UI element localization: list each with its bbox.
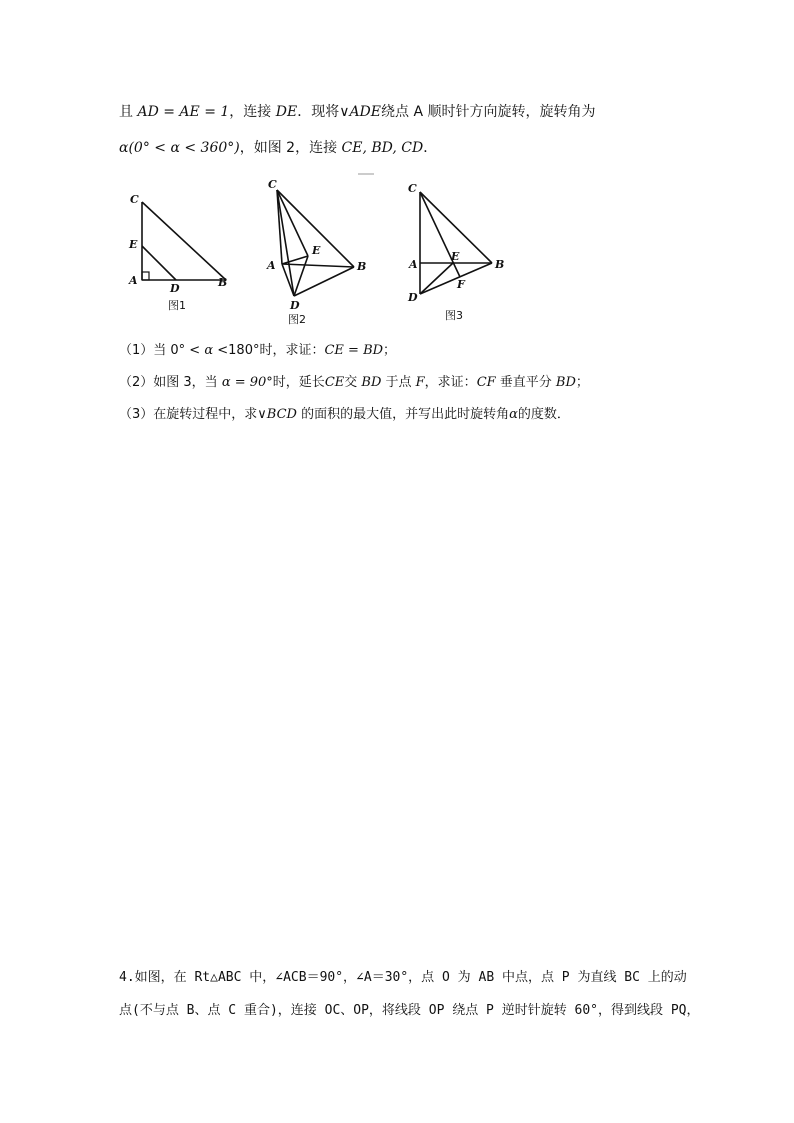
intro-math: α(0° < α < 360°) [119, 140, 240, 156]
question-math: ∨BCD [257, 407, 297, 422]
intro-text: 且 [119, 104, 138, 120]
question-text: 的面积的最大值，并写出此时旋转角 [296, 407, 510, 422]
figure-2 [262, 172, 382, 328]
question-text: （3）在旋转过程中，求 [119, 407, 258, 422]
question-text: 垂直平分 [495, 375, 556, 390]
figure-3-caption: 图3 [445, 309, 463, 322]
intro-math: CE, BD, CD [341, 140, 424, 156]
question-1 [119, 341, 396, 361]
intro-line-2 [119, 138, 437, 158]
figure-1-label-e: E [129, 238, 138, 251]
question-text: ； [575, 375, 589, 390]
figure-3-label-c: C [408, 182, 417, 195]
question-math: CE = BD [324, 343, 384, 358]
figure-3-label-b: B [495, 258, 505, 271]
intro-text: ．现将 [297, 104, 340, 120]
question-math: BD [555, 375, 576, 390]
figure-2-label-d: D [290, 299, 300, 312]
intro-text: ，连接 [229, 104, 276, 120]
question-text: 时，延长 [272, 375, 325, 390]
question-math: BD [361, 375, 382, 390]
intro-line-1 [119, 102, 596, 122]
intro-math: AD = AE = 1 [137, 104, 230, 120]
question-text: <180°时，求证： [213, 343, 325, 358]
question-text: 于点 [381, 375, 416, 390]
figure-3-label-a: A [409, 258, 418, 271]
question-text: ； [383, 343, 397, 358]
figure-1-caption: 图1 [168, 299, 186, 312]
figure-2-label-c: C [268, 178, 277, 191]
question-math: α [204, 343, 214, 358]
intro-text: ． [423, 140, 438, 156]
question-math: F [415, 375, 425, 390]
figure-2-label-e: E [312, 244, 321, 257]
figure-2-label-a: A [267, 259, 276, 272]
figure-1-label-a: A [129, 274, 138, 287]
intro-math: DE [275, 104, 298, 120]
question-text: ，求证： [424, 375, 477, 390]
question-3 [119, 405, 570, 425]
figure-1-label-b: B [218, 276, 228, 289]
question-math: α = 90° [221, 375, 273, 390]
intro-text: 绕点 A 顺时针方向旋转，旋转角为 [381, 104, 596, 120]
figure-2-caption: 图2 [288, 313, 306, 326]
figure-2-label-b: B [357, 260, 367, 273]
problem-4-line-2: 点(不与点 B、点 C 重合)，连接 OC、OP，将线段 OP 绕点 P 逆时针旋转 60°，得到线段 PQ， [119, 1003, 700, 1018]
intro-text: ，如图 2，连接 [239, 140, 342, 156]
figure-1-label-d: D [170, 282, 180, 295]
intro-math: ∨ADE [339, 104, 382, 120]
question-math: α [509, 407, 518, 422]
question-text: 的度数． [517, 407, 570, 422]
question-text: （2）如图 3，当 [119, 375, 222, 390]
figure-3-label-f: F [457, 278, 465, 291]
question-2 [119, 373, 589, 393]
question-math: CE [324, 375, 345, 390]
problem-4-line-1: 4.如图，在 Rt△ABC 中，∠ACB＝90°，∠A＝30°，点 O 为 AB 中点，点 P 为直线 BC 上的动 [119, 970, 687, 985]
figure-3-label-e: E [451, 250, 460, 263]
question-math: CF [476, 375, 496, 390]
figure-3-label-d: D [408, 291, 418, 304]
question-text: （1）当 0° < [119, 343, 205, 358]
figure-1-label-c: C [130, 193, 139, 206]
figure-3 [400, 180, 512, 326]
question-text: 交 [344, 375, 362, 390]
figure-1 [124, 188, 244, 316]
